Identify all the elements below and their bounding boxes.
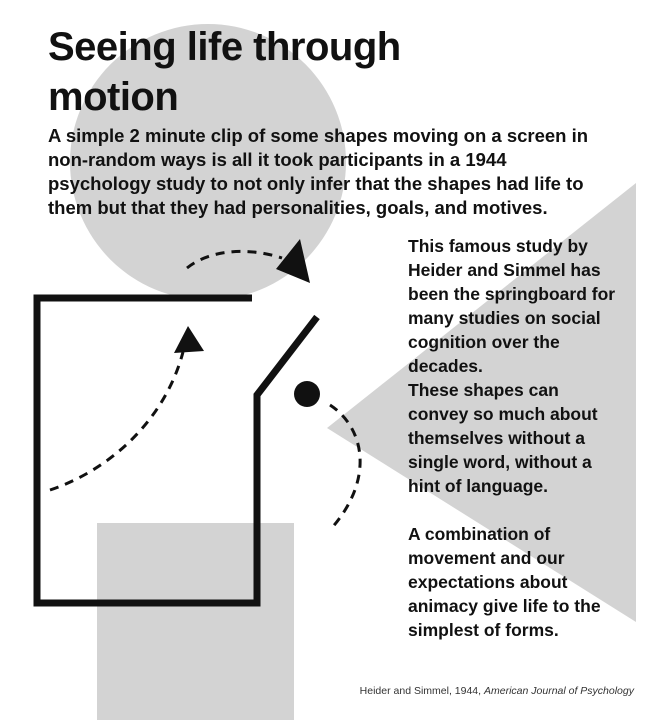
citation-journal: American Journal of Psychology xyxy=(484,685,634,697)
side-paragraph-study: This famous study by Heider and Simmel has been the springboard for many studies on social cognition over the decades. xyxy=(408,236,616,376)
dashed-path-left xyxy=(50,352,183,490)
side-paragraph-shapes: These shapes can convey so much about themselves without a single word, without a hint of language. xyxy=(408,380,598,496)
intro-paragraph: A simple 2 minute clip of some shapes moving on a screen in non-random ways is all it took participants in a 1944 psychology study to not only infer that the shapes had life to them but that they had personalities, goals, and motives. xyxy=(48,125,589,218)
page-title: Seeing life through motion xyxy=(48,25,401,119)
side-paragraph-animacy: A combination of movement and our expectations about animacy give life to the simplest of forms. xyxy=(408,524,601,640)
side-text xyxy=(408,234,623,642)
gray-square-shape xyxy=(97,523,294,720)
small-dot-shape xyxy=(294,381,320,407)
citation-authors: Heider and Simmel, 1944, xyxy=(359,685,482,697)
citation xyxy=(360,685,634,697)
arrowhead-left-icon xyxy=(174,326,204,353)
